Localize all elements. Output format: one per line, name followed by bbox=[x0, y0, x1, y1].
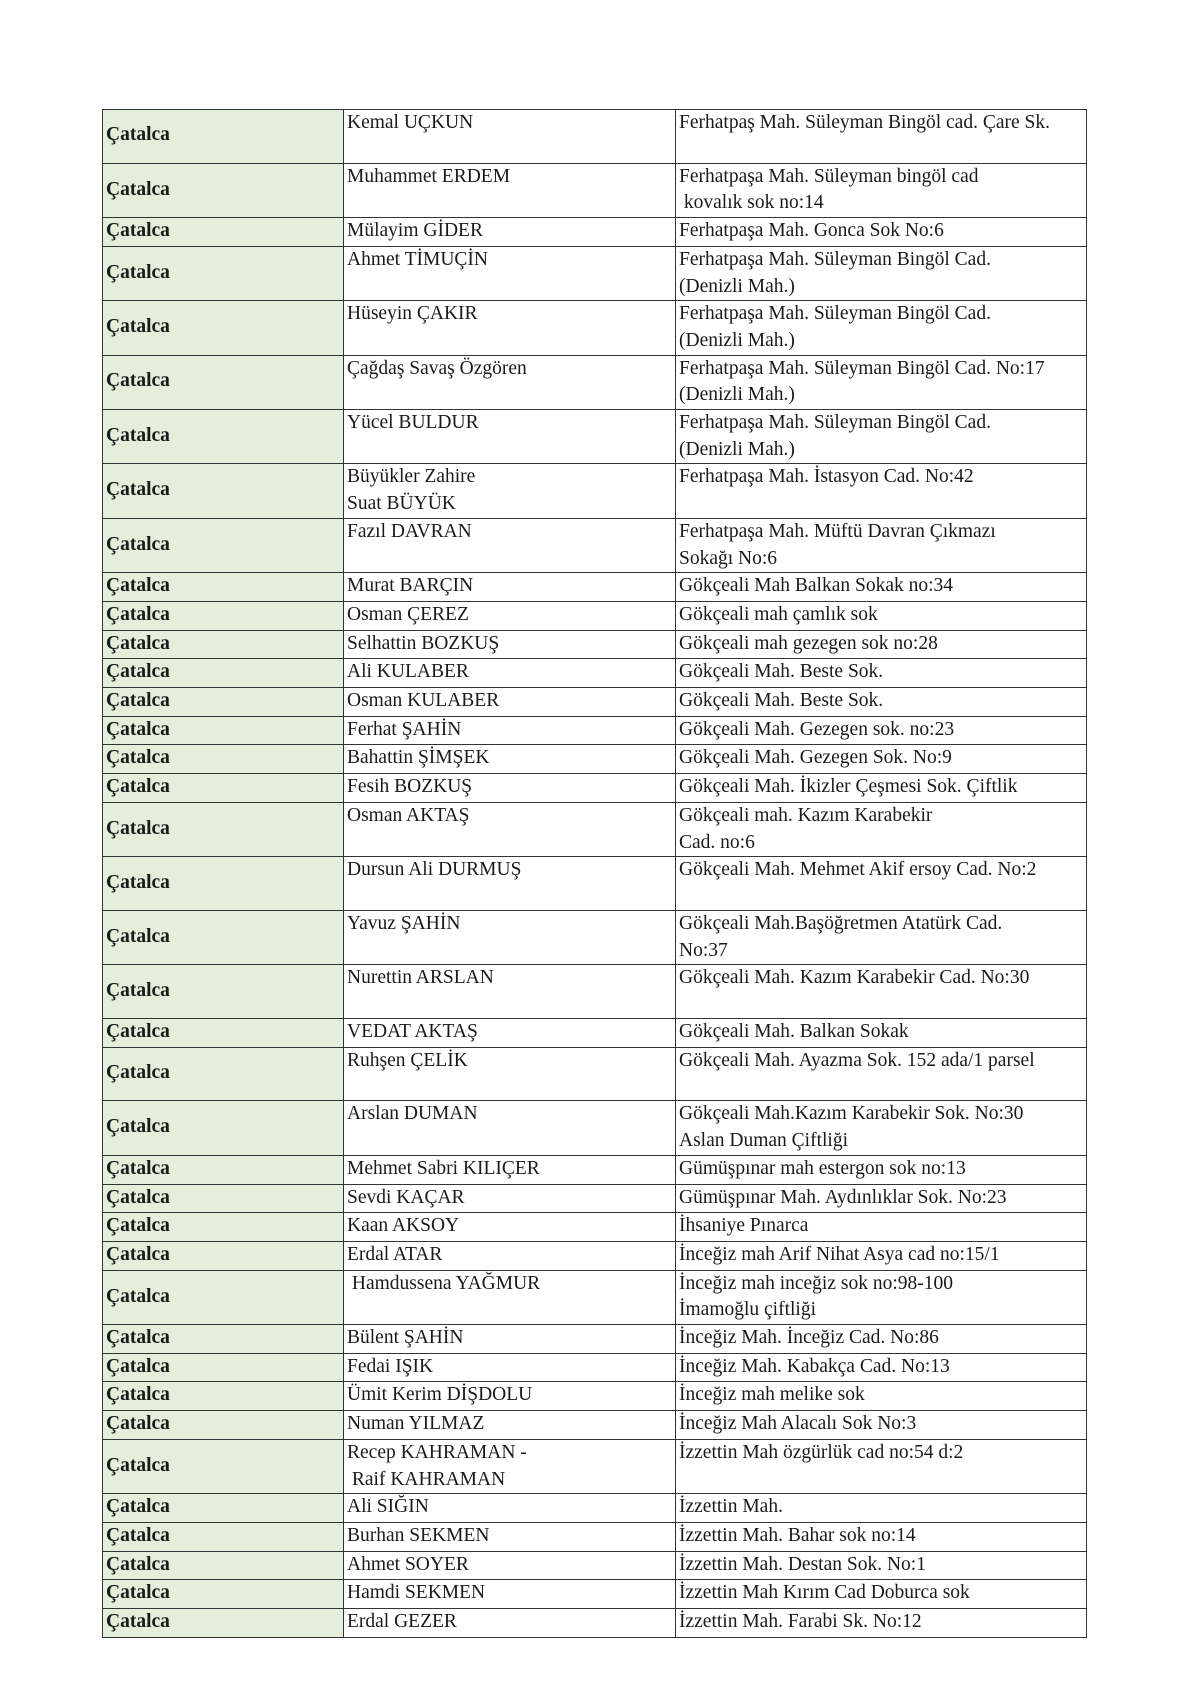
address-cell bbox=[676, 965, 1087, 1019]
table-row bbox=[103, 573, 1087, 602]
district-cell: Çatalca bbox=[103, 965, 344, 1019]
table-row bbox=[103, 1494, 1087, 1523]
district-cell: Çatalca bbox=[103, 659, 344, 688]
address-line: İzzettin Mah. bbox=[679, 1496, 783, 1518]
name-line: Hamdi SEKMEN bbox=[347, 1582, 486, 1604]
table-row bbox=[103, 1101, 1087, 1155]
district-cell: Çatalca bbox=[103, 716, 344, 745]
district-cell: Çatalca bbox=[103, 1580, 344, 1609]
table-row bbox=[103, 601, 1087, 630]
table-row bbox=[103, 1213, 1087, 1242]
address-line: İzzettin Mah özgürlük cad no:54 d:2 bbox=[679, 1441, 964, 1463]
name-cell bbox=[344, 1522, 676, 1551]
address-line: Ferhatpaşa Mah. Müftü Davran Çıkmazı bbox=[679, 520, 996, 542]
district-cell: Çatalca bbox=[103, 573, 344, 602]
table-row bbox=[103, 355, 1087, 409]
name-cell bbox=[344, 688, 676, 717]
table-row bbox=[103, 1439, 1087, 1493]
address-line: Gökçeali Mah.Kazım Karabekir Sok. No:30 bbox=[679, 1103, 1024, 1125]
table-row bbox=[103, 688, 1087, 717]
address-line: İmamoğlu çiftliği bbox=[679, 1299, 817, 1321]
name-cell bbox=[344, 1411, 676, 1440]
address-line: Gökçeali Mah. Mehmet Akif ersoy Cad. No:2 bbox=[679, 859, 1037, 881]
name-line: Osman AKTAŞ bbox=[347, 804, 470, 826]
address-line: Aslan Duman Çiftliği bbox=[679, 1130, 848, 1152]
table-row bbox=[103, 716, 1087, 745]
address-cell bbox=[676, 802, 1087, 856]
district-cell: Çatalca bbox=[103, 1353, 344, 1382]
address-line: Gökçeali Mah. Beste Sok. bbox=[679, 661, 884, 683]
address-table bbox=[102, 109, 1087, 1638]
name-cell bbox=[344, 110, 676, 164]
address-cell bbox=[676, 630, 1087, 659]
table-row bbox=[103, 910, 1087, 964]
district-cell: Çatalca bbox=[103, 1155, 344, 1184]
address-line: İzzettin Mah. Farabi Sk. No:12 bbox=[679, 1611, 922, 1633]
name-cell bbox=[344, 1184, 676, 1213]
name-line: Dursun Ali DURMUŞ bbox=[347, 859, 522, 881]
district-cell: Çatalca bbox=[103, 1047, 344, 1101]
district-cell: Çatalca bbox=[103, 163, 344, 217]
name-line: Ferhat ŞAHİN bbox=[347, 718, 462, 740]
district-cell: Çatalca bbox=[103, 601, 344, 630]
name-cell bbox=[344, 1019, 676, 1048]
name-cell bbox=[344, 601, 676, 630]
district-cell: Çatalca bbox=[103, 1270, 344, 1324]
address-cell bbox=[676, 659, 1087, 688]
table-row bbox=[103, 630, 1087, 659]
address-cell bbox=[676, 518, 1087, 572]
name-line: Osman KULABER bbox=[347, 690, 500, 712]
table-row bbox=[103, 1184, 1087, 1213]
address-line: İnceğiz Mah. İnceğiz Cad. No:86 bbox=[679, 1327, 939, 1349]
name-line: Hüseyin ÇAKIR bbox=[347, 303, 478, 325]
district-cell: Çatalca bbox=[103, 688, 344, 717]
name-line: Yavuz ŞAHİN bbox=[347, 912, 461, 934]
address-line: Gökçeali Mah Balkan Sokak no:34 bbox=[679, 575, 954, 597]
name-line: Ruhşen ÇELİK bbox=[347, 1049, 468, 1071]
address-line: Ferhatpaşa Mah. Süleyman Bingöl Cad. bbox=[679, 412, 991, 434]
district-cell: Çatalca bbox=[103, 218, 344, 247]
name-cell bbox=[344, 464, 676, 518]
name-cell bbox=[344, 745, 676, 774]
table-row bbox=[103, 857, 1087, 911]
address-line: No:37 bbox=[679, 939, 728, 961]
name-cell bbox=[344, 910, 676, 964]
district-cell: Çatalca bbox=[103, 857, 344, 911]
district-cell: Çatalca bbox=[103, 518, 344, 572]
district-cell: Çatalca bbox=[103, 1382, 344, 1411]
name-line: Sevdi KAÇAR bbox=[347, 1186, 465, 1208]
name-cell bbox=[344, 802, 676, 856]
name-cell bbox=[344, 1047, 676, 1101]
name-line: Raif KAHRAMAN bbox=[347, 1468, 506, 1490]
name-line: Numan YILMAZ bbox=[347, 1413, 485, 1435]
table-row bbox=[103, 1551, 1087, 1580]
name-line: Hamdussena YAĞMUR bbox=[347, 1272, 541, 1294]
address-line: İzzettin Mah Kırım Cad Doburca sok bbox=[679, 1582, 970, 1604]
name-line: Ümit Kerim DİŞDOLU bbox=[347, 1384, 533, 1406]
address-cell bbox=[676, 110, 1087, 164]
district-cell: Çatalca bbox=[103, 355, 344, 409]
table-row bbox=[103, 1270, 1087, 1324]
address-cell bbox=[676, 1184, 1087, 1213]
address-cell bbox=[676, 218, 1087, 247]
name-cell bbox=[344, 1270, 676, 1324]
address-line: İzzettin Mah. Destan Sok. No:1 bbox=[679, 1553, 926, 1575]
address-line: Gökçeali mah gezegen sok no:28 bbox=[679, 632, 938, 654]
name-cell bbox=[344, 659, 676, 688]
name-cell bbox=[344, 857, 676, 911]
table-row bbox=[103, 802, 1087, 856]
name-cell bbox=[344, 1213, 676, 1242]
table-row bbox=[103, 464, 1087, 518]
address-cell bbox=[676, 1609, 1087, 1638]
table-row bbox=[103, 246, 1087, 300]
district-cell: Çatalca bbox=[103, 464, 344, 518]
address-line: İnceğiz mah inceğiz sok no:98-100 bbox=[679, 1272, 953, 1294]
address-line: İzzettin Mah. Bahar sok no:14 bbox=[679, 1524, 916, 1546]
district-cell: Çatalca bbox=[103, 1019, 344, 1048]
district-cell: Çatalca bbox=[103, 1522, 344, 1551]
name-cell bbox=[344, 1325, 676, 1354]
name-cell bbox=[344, 1580, 676, 1609]
address-cell bbox=[676, 1019, 1087, 1048]
name-line: Murat BARÇIN bbox=[347, 575, 474, 597]
address-line: Gümüşpınar mah estergon sok no:13 bbox=[679, 1157, 966, 1179]
name-line: Selhattin BOZKUŞ bbox=[347, 632, 500, 654]
table-row bbox=[103, 1019, 1087, 1048]
name-line: Nurettin ARSLAN bbox=[347, 967, 494, 989]
table-body bbox=[103, 110, 1087, 1638]
address-line: Gökçeali Mah. Kazım Karabekir Cad. No:30 bbox=[679, 967, 1030, 989]
name-cell bbox=[344, 630, 676, 659]
table-row bbox=[103, 1353, 1087, 1382]
address-line: Gökçeali Mah. Ayazma Sok. 152 ada/1 parsel bbox=[679, 1049, 1035, 1071]
address-cell bbox=[676, 774, 1087, 803]
name-line: Suat BÜYÜK bbox=[347, 493, 456, 515]
name-cell bbox=[344, 518, 676, 572]
address-cell bbox=[676, 1325, 1087, 1354]
address-cell bbox=[676, 410, 1087, 464]
address-cell bbox=[676, 857, 1087, 911]
name-line: Arslan DUMAN bbox=[347, 1103, 478, 1125]
address-line: Ferhatpaşa Mah. Süleyman Bingöl Cad. bbox=[679, 303, 991, 325]
address-cell bbox=[676, 1580, 1087, 1609]
address-cell bbox=[676, 1155, 1087, 1184]
name-cell bbox=[344, 1494, 676, 1523]
table-row bbox=[103, 1325, 1087, 1354]
name-cell bbox=[344, 716, 676, 745]
name-line: Ahmet TİMUÇİN bbox=[347, 248, 489, 270]
name-cell bbox=[344, 1609, 676, 1638]
address-line: Ferhatpaşa Mah. İstasyon Cad. No:42 bbox=[679, 466, 974, 488]
name-line: Mülayim GİDER bbox=[347, 220, 483, 242]
name-cell bbox=[344, 410, 676, 464]
address-cell bbox=[676, 1382, 1087, 1411]
address-cell bbox=[676, 1047, 1087, 1101]
name-cell bbox=[344, 163, 676, 217]
name-cell bbox=[344, 246, 676, 300]
address-line: (Denizli Mah.) bbox=[679, 275, 795, 297]
address-line: Ferhatpaşa Mah. Süleyman Bingöl Cad. bbox=[679, 248, 991, 270]
district-cell: Çatalca bbox=[103, 630, 344, 659]
table-row bbox=[103, 110, 1087, 164]
name-cell bbox=[344, 1155, 676, 1184]
table-row bbox=[103, 1382, 1087, 1411]
address-line: İnceğiz mah melike sok bbox=[679, 1384, 865, 1406]
name-line: Fedai IŞIK bbox=[347, 1355, 434, 1377]
table-row bbox=[103, 774, 1087, 803]
address-line: (Denizli Mah.) bbox=[679, 329, 795, 351]
table-row bbox=[103, 1580, 1087, 1609]
district-cell: Çatalca bbox=[103, 246, 344, 300]
district-cell: Çatalca bbox=[103, 1184, 344, 1213]
name-line: Ali SIĞIN bbox=[347, 1496, 429, 1518]
name-line: Erdal GEZER bbox=[347, 1611, 457, 1633]
name-line: Büyükler Zahire bbox=[347, 466, 476, 488]
address-cell bbox=[676, 355, 1087, 409]
name-cell bbox=[344, 218, 676, 247]
table-row bbox=[103, 1047, 1087, 1101]
table-row bbox=[103, 163, 1087, 217]
address-line: İnceğiz Mah. Kabakça Cad. No:13 bbox=[679, 1355, 950, 1377]
name-line: Yücel BULDUR bbox=[347, 412, 479, 434]
name-cell bbox=[344, 1353, 676, 1382]
address-cell bbox=[676, 1551, 1087, 1580]
address-line: Gümüşpınar Mah. Aydınlıklar Sok. No:23 bbox=[679, 1186, 1007, 1208]
address-cell bbox=[676, 716, 1087, 745]
address-line: Ferhatpaşa Mah. Süleyman Bingöl Cad. No:17 bbox=[679, 357, 1045, 379]
address-cell bbox=[676, 910, 1087, 964]
address-line: Gökçeali Mah.Başöğretmen Atatürk Cad. bbox=[679, 912, 1003, 934]
district-cell: Çatalca bbox=[103, 1101, 344, 1155]
address-line: Gökçeali Mah. Gezegen sok. no:23 bbox=[679, 718, 955, 740]
name-cell bbox=[344, 1439, 676, 1493]
name-line: Ali KULABER bbox=[347, 661, 469, 683]
address-cell bbox=[676, 745, 1087, 774]
address-line: Gökçeali mah. Kazım Karabekir bbox=[679, 804, 933, 826]
table-row bbox=[103, 218, 1087, 247]
table-row bbox=[103, 659, 1087, 688]
name-line: Osman ÇEREZ bbox=[347, 603, 469, 625]
district-cell: Çatalca bbox=[103, 1609, 344, 1638]
name-line: Mehmet Sabri KILIÇER bbox=[347, 1157, 540, 1179]
table-row bbox=[103, 745, 1087, 774]
district-cell: Çatalca bbox=[103, 1241, 344, 1270]
address-line: İhsaniye Pınarca bbox=[679, 1215, 809, 1237]
table-row bbox=[103, 1522, 1087, 1551]
name-line: Erdal ATAR bbox=[347, 1243, 443, 1265]
name-line: Bülent ŞAHİN bbox=[347, 1327, 464, 1349]
district-cell: Çatalca bbox=[103, 410, 344, 464]
name-line: Muhammet ERDEM bbox=[347, 165, 511, 187]
address-cell bbox=[676, 573, 1087, 602]
district-cell: Çatalca bbox=[103, 301, 344, 355]
district-cell: Çatalca bbox=[103, 110, 344, 164]
name-cell bbox=[344, 965, 676, 1019]
district-cell: Çatalca bbox=[103, 1494, 344, 1523]
name-line: Burhan SEKMEN bbox=[347, 1524, 490, 1546]
district-cell: Çatalca bbox=[103, 910, 344, 964]
name-line: Kaan AKSOY bbox=[347, 1215, 460, 1237]
name-cell bbox=[344, 1241, 676, 1270]
address-line: Gökçeali Mah. Balkan Sokak bbox=[679, 1021, 909, 1043]
name-cell bbox=[344, 355, 676, 409]
address-line: kovalık sok no:14 bbox=[679, 192, 824, 214]
name-line: Kemal UÇKUN bbox=[347, 112, 474, 133]
district-cell: Çatalca bbox=[103, 1213, 344, 1242]
name-cell bbox=[344, 1101, 676, 1155]
name-line: Çağdaş Savaş Özgören bbox=[347, 357, 527, 379]
name-cell bbox=[344, 1382, 676, 1411]
address-line: Sokağı No:6 bbox=[679, 547, 778, 569]
district-cell: Çatalca bbox=[103, 1411, 344, 1440]
address-cell bbox=[676, 1411, 1087, 1440]
address-line: Gökçeali Mah. Gezegen Sok. No:9 bbox=[679, 747, 952, 769]
address-cell bbox=[676, 163, 1087, 217]
table-row bbox=[103, 518, 1087, 572]
address-cell bbox=[676, 1494, 1087, 1523]
name-line: Bahattin ŞİMŞEK bbox=[347, 747, 490, 769]
name-cell bbox=[344, 301, 676, 355]
address-line: İnceğiz Mah Alacalı Sok No:3 bbox=[679, 1413, 917, 1435]
address-line: İnceğiz mah Arif Nihat Asya cad no:15/1 bbox=[679, 1243, 1000, 1265]
address-cell bbox=[676, 688, 1087, 717]
address-line: Ferhatpaş Mah. Süleyman Bingöl cad. Çare Sk. bbox=[679, 112, 1050, 133]
table-row bbox=[103, 410, 1087, 464]
address-cell bbox=[676, 301, 1087, 355]
address-cell bbox=[676, 1101, 1087, 1155]
address-cell bbox=[676, 1213, 1087, 1242]
district-cell: Çatalca bbox=[103, 1439, 344, 1493]
district-cell: Çatalca bbox=[103, 1325, 344, 1354]
address-line: (Denizli Mah.) bbox=[679, 438, 795, 460]
name-cell bbox=[344, 774, 676, 803]
address-cell bbox=[676, 1439, 1087, 1493]
address-line: Cad. no:6 bbox=[679, 831, 755, 853]
name-line: Ahmet SOYER bbox=[347, 1553, 469, 1575]
name-cell bbox=[344, 573, 676, 602]
address-line: Gökçeali Mah. İkizler Çeşmesi Sok. Çiftlik bbox=[679, 776, 1018, 798]
name-line: Fazıl DAVRAN bbox=[347, 520, 472, 542]
table-row bbox=[103, 301, 1087, 355]
address-line: Ferhatpaşa Mah. Süleyman bingöl cad bbox=[679, 165, 979, 187]
district-cell: Çatalca bbox=[103, 802, 344, 856]
table-row bbox=[103, 1241, 1087, 1270]
table-row bbox=[103, 1155, 1087, 1184]
address-cell bbox=[676, 1270, 1087, 1324]
name-line: Fesih BOZKUŞ bbox=[347, 776, 473, 798]
district-cell: Çatalca bbox=[103, 745, 344, 774]
table-row bbox=[103, 1411, 1087, 1440]
table-row bbox=[103, 965, 1087, 1019]
address-cell bbox=[676, 464, 1087, 518]
address-line: Gökçeali Mah. Beste Sok. bbox=[679, 690, 884, 712]
address-cell bbox=[676, 1353, 1087, 1382]
address-line: Ferhatpaşa Mah. Gonca Sok No:6 bbox=[679, 220, 944, 242]
table-row bbox=[103, 1609, 1087, 1638]
name-line: Recep KAHRAMAN - bbox=[347, 1441, 527, 1463]
district-cell: Çatalca bbox=[103, 1551, 344, 1580]
name-line: VEDAT AKTAŞ bbox=[347, 1021, 478, 1043]
address-cell bbox=[676, 1522, 1087, 1551]
name-cell bbox=[344, 1551, 676, 1580]
address-cell bbox=[676, 601, 1087, 630]
district-cell: Çatalca bbox=[103, 774, 344, 803]
address-line: (Denizli Mah.) bbox=[679, 384, 795, 406]
address-cell bbox=[676, 246, 1087, 300]
address-cell bbox=[676, 1241, 1087, 1270]
address-line: Gökçeali mah çamlık sok bbox=[679, 603, 878, 625]
